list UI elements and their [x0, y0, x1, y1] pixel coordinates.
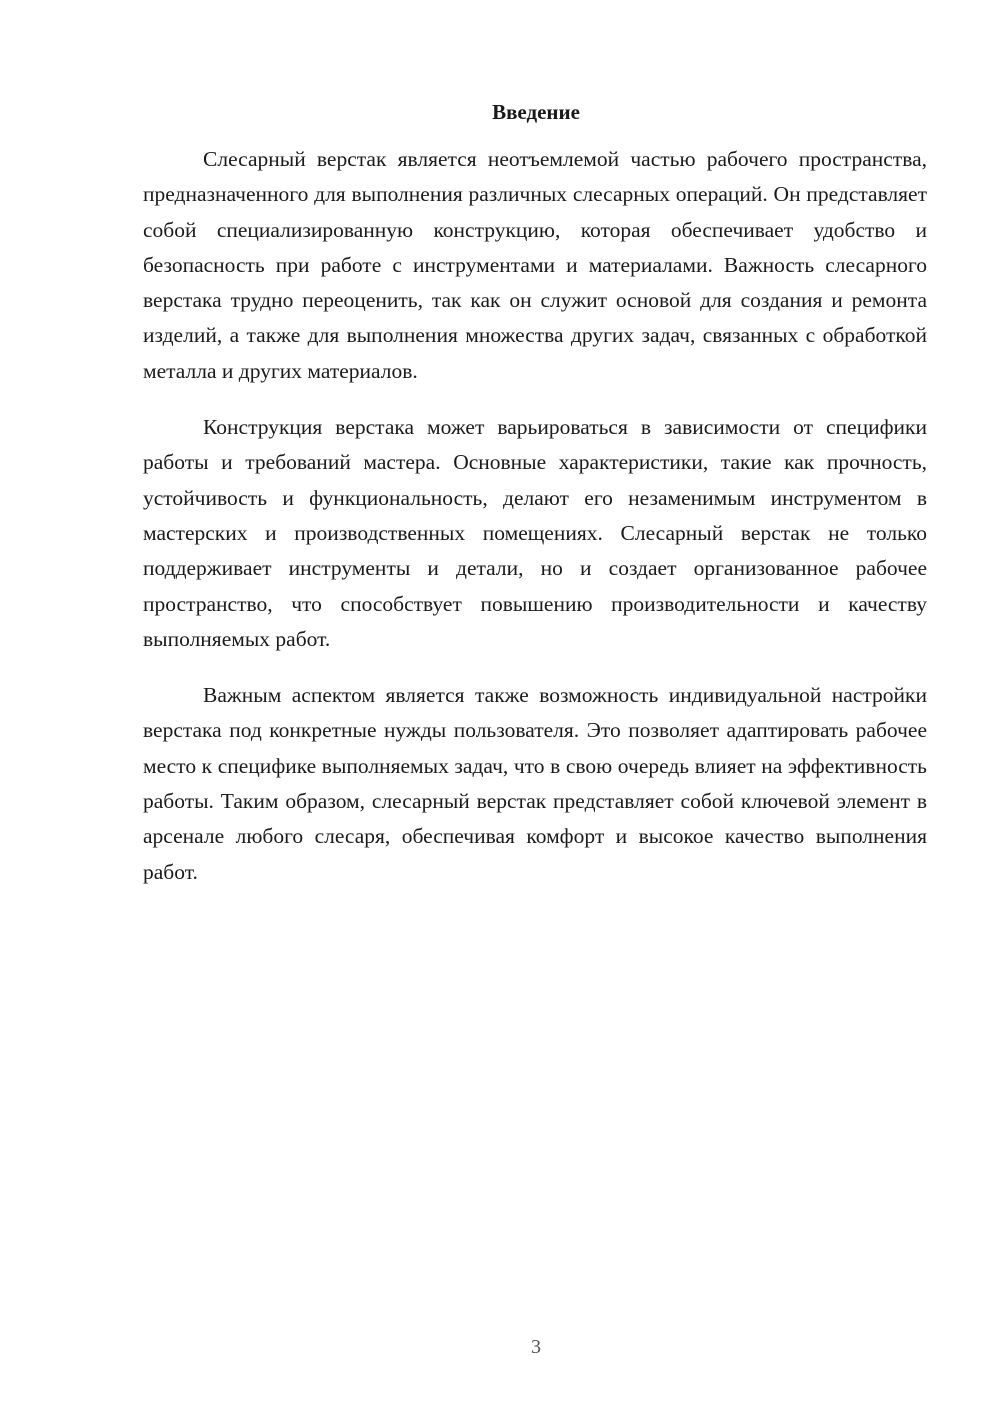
- body-text: [143, 142, 927, 911]
- paragraph-2: Конструкция верстака может варьироваться в зависимости от специфики работы и требований мастера. Основные характеристики, такие как прочность, устойчивость и функциональность, делают его незаменимым инструментом в мастерских и производственных помещениях. Слесарный верстак не только поддерживает инструменты и детали, но и создает организованное рабочее пространство, что способствует повышению производительности и качеству выполняемых работ.: [143, 415, 927, 651]
- paragraph-3: Важным аспектом является также возможность индивидуальной настройки верстака под конкретные нужды пользователя. Это позволяет адаптировать рабочее место к специфике выполняемых задач, что в свою очередь влияет на эффективность работы. Таким образом, слесарный верстак представляет собой ключевой элемент в арсенале любого слесаря, обеспечивая комфорт и высокое качество выполнения работ.: [143, 683, 927, 884]
- page-title: Введение: [492, 100, 580, 124]
- page-number: 3: [531, 1336, 541, 1358]
- paragraph-1: Слесарный верстак является неотъемлемой частью рабочего пространства, предназначенного для выполнения различных слесарных операций. Он представляет собой специализированную конструкцию, которая обеспечивает удобство и безопасность при работе с инструментами и материалами. Важность слесарного верстака трудно переоценить, так как он служит основой для создания и ремонта изделий, а также для выполнения множества других задач, связанных с обработкой металла и других материалов.: [143, 147, 927, 383]
